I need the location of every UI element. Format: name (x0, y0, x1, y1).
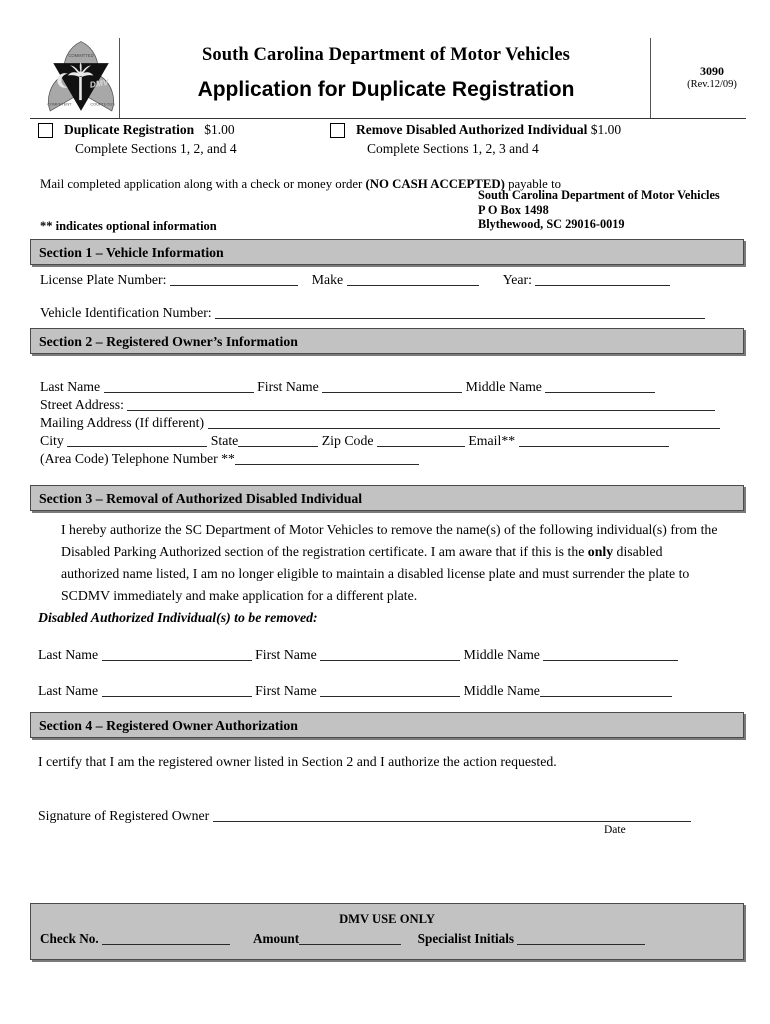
mailing-address (478, 188, 720, 232)
section-1-row-1 (40, 270, 670, 289)
vin-label: Vehicle Identification Number: (40, 305, 212, 320)
checkbox-duplicate-registration[interactable] (38, 123, 53, 138)
dmv-use-only-fields (40, 930, 645, 948)
scdmv-palmetto-logo-icon (42, 40, 120, 114)
form-header (30, 36, 745, 118)
svg-text:COMMITTED: COMMITTED (68, 52, 94, 58)
specialist-initials-label: Specialist Initials (417, 931, 515, 946)
section-2-city-row (40, 431, 669, 450)
section-4-header (30, 712, 744, 738)
option-bold-text: Remove Disabled Authorized Individual (356, 122, 588, 137)
section-2-phone-row (40, 449, 419, 468)
section-1-title: Section 1 – Vehicle Information (39, 245, 224, 260)
vin-input[interactable] (215, 304, 705, 319)
removal-name-row-2 (38, 681, 672, 700)
removal-last-name-label: Last Name (38, 647, 99, 662)
zip-code-input[interactable] (377, 432, 465, 447)
signature-row (38, 806, 691, 825)
section-4-certification-text: I certify that I am the registered owner listed in Section 2 and I authorize the action requested. (38, 754, 557, 769)
removal-last-name-label: Last Name (38, 683, 99, 698)
mailing-address-input[interactable] (208, 414, 720, 429)
owner-last-name-label: Last Name (40, 379, 101, 394)
telephone-input[interactable] (235, 450, 419, 465)
section-2-name-row (40, 377, 655, 396)
section-3-header (30, 485, 744, 511)
address-line-3: Blythewood, SC 29016-0019 (478, 217, 625, 232)
option-sub-remove-disabled-individual: Complete Sections 1, 2, 3 and 4 (367, 141, 539, 156)
form-number: 3090 (700, 64, 724, 78)
section-2-mailing-row (40, 413, 720, 432)
section-4-title: Section 4 – Registered Owner Authorization (39, 718, 298, 733)
svg-text:COURTEOUS: COURTEOUS (90, 102, 115, 107)
owner-middle-name-label: Middle Name (465, 379, 542, 394)
form-title: Application for Duplicate Registration (197, 78, 575, 101)
mail-text-post: payable to (504, 177, 562, 191)
section-3-subheading: Disabled Authorized Individual(s) to be removed: (38, 610, 318, 625)
make-label: Make (311, 272, 344, 287)
state-input[interactable] (238, 432, 318, 447)
option-fee: $1.00 (590, 122, 622, 137)
owner-first-name-label: First Name (257, 379, 319, 394)
signature-label: Signature of Registered Owner (38, 808, 210, 823)
section-1-row-2 (40, 303, 705, 322)
removal-first-name-label: First Name (255, 683, 317, 698)
section-1-header (30, 239, 744, 265)
license-plate-label: License Plate Number: (40, 272, 167, 287)
svg-text:DMV: DMV (88, 76, 110, 90)
amount-label: Amount (253, 931, 300, 946)
license-plate-input[interactable] (170, 271, 298, 286)
removal-first-name-label: First Name (255, 647, 317, 662)
svg-text:COMPETENT: COMPETENT (47, 102, 72, 107)
owner-middle-name-input[interactable] (545, 378, 655, 393)
dmv-use-only-title: DMV USE ONLY (339, 912, 435, 926)
removal-name-row-1 (38, 645, 678, 664)
removal-last-name-input-2[interactable] (102, 682, 252, 697)
removal-middle-name-label: Middle Name (463, 683, 540, 698)
removal-last-name-input-1[interactable] (102, 646, 252, 661)
city-input[interactable] (67, 432, 207, 447)
header-divider-right (650, 38, 651, 118)
make-input[interactable] (347, 271, 479, 286)
street-address-label: Street Address: (40, 397, 124, 412)
email-input[interactable] (519, 432, 669, 447)
removal-first-name-input-1[interactable] (320, 646, 460, 661)
date-label: Date (604, 824, 626, 836)
header-bottom-rule (30, 118, 746, 119)
s3-para-part-2: disabled authorized name listed, I am no longer eligible to maintain a disabled license plate and must surrender the plate to SCDMV immediately and make application for a different plate. (61, 544, 690, 603)
checkbox-remove-disabled-individual[interactable] (330, 123, 345, 138)
email-label: Email** (468, 433, 516, 448)
option-label-remove-disabled-individual (356, 121, 621, 139)
mail-no-cash-notice: (NO CASH ACCEPTED) (365, 177, 505, 191)
mailing-address-label: Mailing Address (If different) (40, 415, 205, 430)
amount-input[interactable] (299, 930, 401, 945)
agency-title: South Carolina Department of Motor Vehicles (202, 45, 570, 65)
specialist-initials-input[interactable] (517, 930, 645, 945)
signature-input[interactable] (213, 807, 691, 822)
section-2-street-row (40, 395, 715, 414)
option-label-duplicate-registration (64, 121, 235, 139)
title-block (130, 42, 642, 105)
city-label: City (40, 433, 64, 448)
state-label: State (210, 433, 239, 448)
section-3-authorization-text (61, 519, 721, 607)
telephone-label: (Area Code) Telephone Number ** (40, 451, 235, 466)
owner-first-name-input[interactable] (322, 378, 462, 393)
check-no-input[interactable] (102, 930, 230, 945)
header-divider-left (119, 38, 120, 118)
address-line-1: South Carolina Department of Motor Vehicles (478, 188, 720, 202)
section-2-header (30, 328, 744, 354)
removal-first-name-input-2[interactable] (320, 682, 460, 697)
check-no-label: Check No. (40, 931, 99, 946)
option-sub-duplicate-registration: Complete Sections 1, 2, and 4 (75, 141, 237, 156)
option-bold-text: Duplicate Registration (64, 122, 195, 137)
mail-text-pre: Mail completed application along with a check or money order (40, 177, 366, 191)
owner-last-name-input[interactable] (104, 378, 254, 393)
removal-middle-name-input-1[interactable] (543, 646, 678, 661)
zip-code-label: Zip Code (321, 433, 374, 448)
form-revision: (Rev.12/09) (687, 79, 737, 90)
form-number-block (652, 64, 770, 91)
s3-para-emphasis: only (587, 544, 614, 559)
address-line-2: P O Box 1498 (478, 202, 549, 217)
option-fee: $1.00 (204, 122, 235, 137)
s3-para-part-1: I hereby authorize the SC Department of Motor Vehicles to remove the name(s) of the following individual(s) from the Disabled Parking Authorized section of the registration certificate. I am aware that if this is the (61, 522, 718, 559)
section-3-title: Section 3 – Removal of Authorized Disabled Individual (39, 491, 363, 506)
year-input[interactable] (535, 271, 670, 286)
dmv-use-only-box (30, 903, 744, 960)
removal-middle-name-label: Middle Name (463, 647, 540, 662)
section-2-title: Section 2 – Registered Owner’s Information (39, 334, 298, 349)
removal-middle-name-input-2[interactable] (540, 682, 672, 697)
year-label: Year: (502, 272, 532, 287)
optional-info-note: ** indicates optional information (40, 219, 217, 233)
street-address-input[interactable] (127, 396, 715, 411)
